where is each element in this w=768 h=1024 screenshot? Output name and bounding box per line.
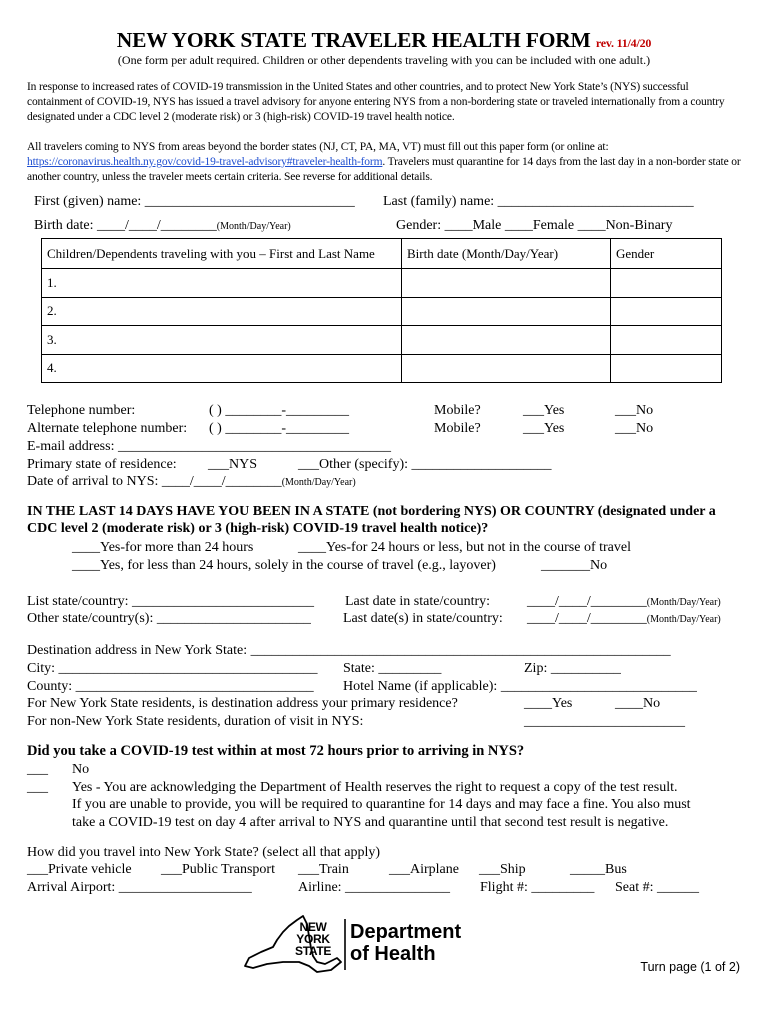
alt-mobile-no-option[interactable]: ___No: [615, 421, 654, 436]
table-row: [42, 354, 722, 383]
birth-date-field[interactable]: [34, 218, 291, 234]
last-name-field[interactable]: Last (family) name: ____________________________: [383, 194, 694, 209]
intro-paragraph-1: In response to increased rates of COVID-19 transmission in the United States and other countries, and to protect New York State’s (NYS) successful containment of COVID-19, NYS has issued a travel advisory for anyone entering NYS from a non-bordering state or traveled internationally from a country designated under a CDC level 2 (moderate risk) or 3 (high-risk) COVID-19 travel health notice.: [27, 81, 725, 123]
intro-paragraph-2-start: All travelers coming to NYS from areas beyond the border states (NJ, CT, PA, MA, VT) must fill out this paper form (or online at:: [27, 141, 609, 153]
travel-airplane-option[interactable]: ___Airplane: [389, 862, 459, 877]
covid-test-no-label: No: [72, 762, 90, 777]
header-gender: Gender: [611, 239, 722, 269]
telephone-label: Telephone number:: [27, 403, 136, 418]
table-row: [42, 326, 722, 355]
list-state-country-field[interactable]: List state/country: __________________________: [27, 594, 314, 609]
destination-address-field[interactable]: Destination address in New York State: ____________________________________________________________: [27, 643, 671, 658]
last-14-days-question: IN THE LAST 14 DAYS HAVE YOU BEEN IN A STATE (not bordering NYS) OR COUNTRY (designated under a CDC level 2 (moderate risk) or 3 (high-risk) COVID-19 travel health notice)?: [27, 504, 716, 536]
turn-page-label: Turn page (1 of 2): [640, 960, 740, 974]
nys-doh-logo: [243, 914, 468, 976]
travel-train-option[interactable]: ___Train: [298, 862, 349, 877]
alt-mobile-yes-option[interactable]: ___Yes: [523, 421, 565, 436]
travel-bus-option[interactable]: _____Bus: [570, 862, 627, 877]
covid-test-yes-line-1: Yes - You are acknowledging the Department of Health reserves the right to request a copy of the test result.: [72, 780, 678, 795]
logo-dept-line-2: of Health: [350, 943, 436, 965]
arrival-date-blank: Date of arrival to NYS: ____/____/________: [27, 474, 282, 489]
primary-residence-yes-option[interactable]: ____Yes: [524, 696, 573, 711]
logo-department-text: [350, 921, 461, 965]
last14-option-no[interactable]: _______No: [541, 558, 608, 573]
logo-state-line-2: YORK: [296, 932, 330, 946]
header-birth-date: Birth date (Month/Day/Year): [402, 239, 611, 269]
email-field[interactable]: E-mail address: _______________________________________: [27, 439, 391, 454]
dependent-name-cell[interactable]: 1.: [42, 269, 402, 298]
zip-field[interactable]: Zip: __________: [524, 661, 621, 676]
travel-public-transport-option[interactable]: ___Public Transport: [161, 862, 275, 877]
primary-residence-no-option[interactable]: ____No: [615, 696, 661, 711]
dependent-name-cell[interactable]: 2.: [42, 297, 402, 326]
mobile-label: Mobile?: [434, 403, 481, 418]
dependent-birth-cell[interactable]: [402, 354, 611, 383]
logo-state-line-1: NEW: [299, 920, 327, 934]
state-field[interactable]: State: _________: [343, 661, 442, 676]
arrival-date-field[interactable]: [27, 474, 356, 490]
last-dates-format: (Month/Day/Year): [646, 614, 721, 625]
dependent-birth-cell[interactable]: [402, 269, 611, 298]
table-header-row: [42, 239, 722, 269]
form-title: [0, 28, 768, 53]
intro-paragraph-2: [27, 140, 742, 185]
other-state-country-field[interactable]: Other state/country(s): ______________________: [27, 611, 311, 626]
last-dates-blank: ____/____/________: [527, 611, 647, 626]
logo-dept-line-1: Department: [350, 921, 462, 943]
primary-state-nys-option[interactable]: ___NYS: [208, 457, 258, 472]
form-title-text: NEW YORK STATE TRAVELER HEALTH FORM: [116, 28, 591, 52]
dependent-birth-cell[interactable]: [402, 297, 611, 326]
dependent-gender-cell[interactable]: [611, 297, 722, 326]
visit-duration-question: For non-New York State residents, duration of visit in NYS:: [27, 714, 364, 729]
alt-telephone-field[interactable]: ( ) ________-_________: [209, 421, 349, 436]
last14-option-layover[interactable]: ____Yes, for less than 24 hours, solely in the course of travel (e.g., layover): [72, 558, 496, 573]
alt-telephone-label: Alternate telephone number:: [27, 421, 188, 436]
travel-method-question: How did you travel into New York State? (select all that apply): [27, 845, 381, 860]
logo-state-text: [295, 921, 331, 957]
covid-test-yes-blank[interactable]: ___: [27, 780, 48, 795]
birth-date-blank: Birth date: ____/____/________: [34, 218, 217, 233]
dependent-birth-cell[interactable]: [402, 326, 611, 355]
covid-test-yes-line-2: If you are unable to provide, you will be required to quarantine for 14 days and may face a fine. You also must: [72, 797, 691, 812]
city-field[interactable]: City: _____________________________________: [27, 661, 318, 676]
last-date-label: Last date in state/country:: [345, 594, 491, 609]
primary-residence-question: For New York State residents, is destination address your primary residence?: [27, 696, 458, 711]
primary-state-label: Primary state of residence:: [27, 457, 177, 472]
last-date-field[interactable]: [527, 594, 721, 610]
hotel-name-field[interactable]: Hotel Name (if applicable): ____________________________: [343, 679, 697, 694]
intro-paragraph-2-end: . Travelers must quarantine for 14 days from the last day in a non-border state or another country, unless the traveler meets certain criteria. See reverse for additional details.: [27, 156, 741, 183]
mobile-no-option[interactable]: ___No: [615, 403, 654, 418]
last-dates-label: Last date(s) in state/country:: [343, 611, 503, 626]
dependent-gender-cell[interactable]: [611, 269, 722, 298]
last-date-blank: ____/____/________: [527, 594, 647, 609]
mobile-yes-option[interactable]: ___Yes: [523, 403, 565, 418]
header-dependent-name: Children/Dependents traveling with you – First and Last Name: [42, 239, 402, 269]
dependent-name-cell[interactable]: 4.: [42, 354, 402, 383]
revision-label: rev. 11/4/20: [595, 36, 652, 50]
airline-field[interactable]: Airline: _______________: [298, 880, 451, 895]
table-row: [42, 269, 722, 298]
county-field[interactable]: County: __________________________________: [27, 679, 314, 694]
travel-private-vehicle-option[interactable]: ___Private vehicle: [27, 862, 132, 877]
birth-date-format: (Month/Day/Year): [216, 221, 291, 232]
traveler-form-link[interactable]: https://coronavirus.health.ny.gov/covid-19-travel-advisory#traveler-health-form: [27, 156, 383, 168]
last-date-format: (Month/Day/Year): [646, 597, 721, 608]
travel-ship-option[interactable]: ___Ship: [479, 862, 526, 877]
gender-field[interactable]: Gender: ____Male ____Female ____Non-Binary: [396, 218, 673, 233]
alt-mobile-label: Mobile?: [434, 421, 481, 436]
last14-option-24h-or-less[interactable]: ____Yes-for 24 hours or less, but not in the course of travel: [298, 540, 631, 555]
dependent-name-cell[interactable]: 3.: [42, 326, 402, 355]
seat-number-field[interactable]: Seat #: ______: [615, 880, 699, 895]
dependents-table: [41, 238, 722, 383]
primary-state-other-option[interactable]: ___Other (specify): ____________________: [298, 457, 552, 472]
last14-option-more-24h[interactable]: ____Yes-for more than 24 hours: [72, 540, 254, 555]
dependent-gender-cell[interactable]: [611, 326, 722, 355]
covid-test-no-blank[interactable]: ___: [27, 762, 48, 777]
visit-duration-field[interactable]: _______________________: [524, 714, 685, 729]
arrival-date-format: (Month/Day/Year): [281, 477, 356, 488]
form-subtitle: (One form per adult required. Children or other dependents traveling with you can be included with one adult.): [117, 53, 651, 67]
arrival-airport-field[interactable]: Arrival Airport: ___________________: [27, 880, 252, 895]
logo-state-line-3: STATE: [295, 944, 332, 958]
covid-test-question: Did you take a COVID-19 test within at most 72 hours prior to arriving in NYS?: [27, 743, 525, 759]
dependent-gender-cell[interactable]: [611, 354, 722, 383]
last-dates-field[interactable]: [527, 611, 721, 627]
table-row: [42, 297, 722, 326]
covid-test-yes-line-3: take a COVID-19 test on day 4 after arrival to NYS and quarantine until that second test result is negative.: [72, 815, 669, 830]
flight-number-field[interactable]: Flight #: _________: [480, 880, 595, 895]
telephone-field[interactable]: ( ) ________-_________: [209, 403, 349, 418]
first-name-field[interactable]: First (given) name: ______________________________: [34, 194, 355, 209]
